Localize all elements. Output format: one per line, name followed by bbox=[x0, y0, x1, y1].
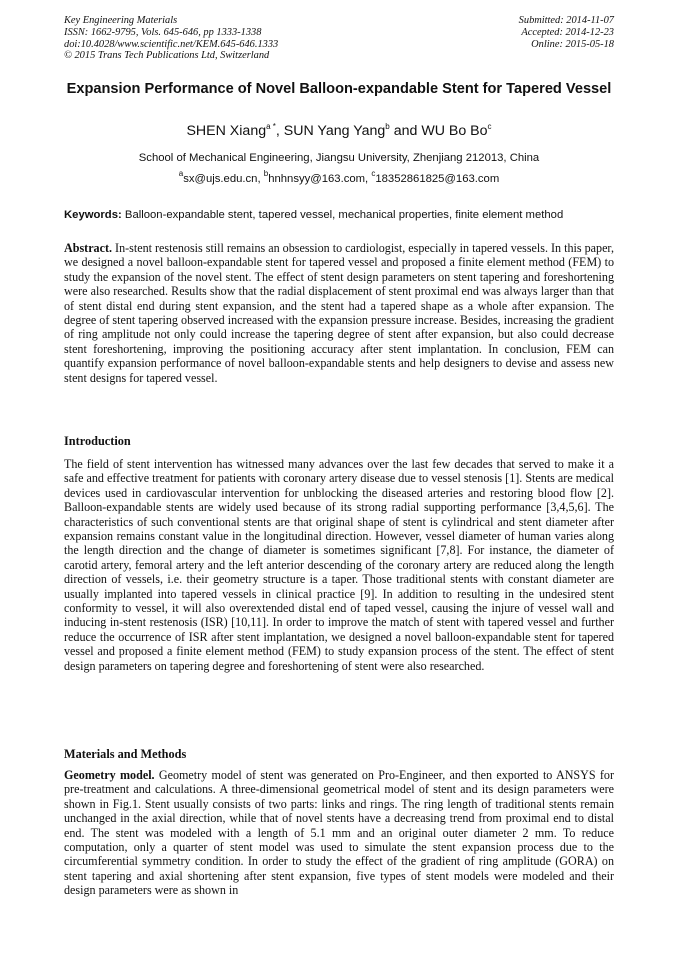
journal-doi: doi:10.4028/www.scientific.net/KEM.645-646.1333 bbox=[64, 38, 279, 50]
author-affiliation-mark: a * bbox=[266, 122, 276, 131]
author-affiliation-mark: c bbox=[487, 122, 492, 131]
journal-info bbox=[64, 15, 278, 62]
geometry-model-label: Geometry model. bbox=[64, 768, 155, 782]
abstract-text: In-stent restenosis still remains an obsession to cardiologist, especially in tapered vessels. In this paper, we designed a novel balloon-expandable stent for tapered vessel and proposed a finite element method (FEM) to study the expansion of the novel stent. The effect of stent design parameters on stent tapering and foreshortening were also researched. Results show that the radial displacement of stent proximal end was always larger than that of stent distal end during stent expansion, and the stent had a tapered shape as a whole after expansion. The degree of stent tapering observed increased with the expansion pressure increase. Besides, increasing the gradient of ring amplitude not only could increase the tapering degree of stent after expansion, but also could decrease stent foreshortening, improving the positioning accuracy after stent implantation. In conclusion, FEM can quantify expansion performance of novel balloon-expandable stents and help designers to devise and assess new stent designs for tapered vessel. bbox=[64, 241, 614, 385]
keywords-text: Balloon-expandable stent, tapered vessel, mechanical properties, finite element method bbox=[121, 209, 564, 221]
journal-issn: ISSN: 1662-9795, Vols. 645-646, pp 1333-1338 bbox=[64, 26, 262, 38]
abstract bbox=[64, 241, 614, 385]
author-emails bbox=[64, 169, 614, 186]
journal-copyright: © 2015 Trans Tech Publications Ltd, Switzerland bbox=[64, 50, 270, 62]
submitted-date: Submitted: 2014-11-07 bbox=[518, 15, 614, 26]
email: hnhnsyy@163.com, bbox=[268, 173, 372, 185]
section-heading-introduction: Introduction bbox=[64, 434, 131, 448]
section-heading-materials-methods: Materials and Methods bbox=[64, 747, 187, 761]
accepted-date: Accepted: 2014-12-23 bbox=[521, 26, 614, 38]
introduction-paragraph: The field of stent intervention has witnessed many advances over the last few decades that served to make it a safe and effective treatment for patients with coronary artery disease due to vessel stenosis [1]. Stents are medical devices used in cardiovascular intervention for unblocking the diseased arteries and restoring blood flow [2]. Balloon-expandable stents are widely used because of its strong radial supporting performance [3,4,5,6]. The characteristics of such conventional stents are that original shape of stent is cylindrical and stent diameter after expansion remains constant value in the longitudinal direction. However, vessel diameter of human varies along the length direction and the change of diameter is sometimes significant [7,8]. For instance, the diameter of carotid artery, femoral artery and the left anterior descending of the coronary artery are reduced along the length direction of vessels, i.e. their geometry structure is a taper. Those traditional stents with constant diameter are usually implanted into tapered vessels in clinical practice [9]. In addition to resulting in the undesired stent conformity to vessel, it will also overextended distal end of taped vessel, causing the injure of vessel wall and inducing in-stent restenosis (ISR) [10,11]. In order to improve the match of stent with tapered vessel and further reduce the occurrence of ISR after stent implantation, we designed a novel balloon-expandable stent for tapered vessel and proposed a finite element method (FEM) to study expansion process of the stent. The effect of stent design parameters on tapering degree and foreshortening of stent were also researched. bbox=[64, 457, 614, 673]
author-name: SUN Yang Yang bbox=[283, 123, 386, 139]
keywords-label: Keywords: bbox=[64, 209, 122, 221]
author-name: SHEN Xiang bbox=[186, 123, 267, 139]
email-mark: c bbox=[371, 169, 376, 178]
paper-title: Expansion Performance of Novel Balloon-expandable Stent for Tapered Vessel bbox=[66, 81, 612, 97]
email-mark: b bbox=[263, 169, 269, 178]
geometry-model-text: Geometry model of stent was generated on Pro-Engineer, and then exported to ANSYS for pre-treatment and calculations. A three-dimensional geometrical model of stent and its design parameters were shown in Fig.1. Stent usually consists of two parts: links and rings. The ring length of traditional stents remain unchanged in the axial direction, while that of novel stents have a decreasing trend from proximal end to distal end. The stent was modeled with a length of 5.1 mm and an original outer diameter 2 mm. To reduce computation, only a quarter of stent model was used to simulate the stent expansion process due to the circumferential symmetry condition. In order to study the effect of the gradient of ring amplitude (GORA) on stent tapering and axial shortening after stent expansion, five types of stent models were modeled and their design parameters were as shown in bbox=[64, 768, 615, 898]
email: sx@ujs.edu.cn, bbox=[183, 173, 264, 185]
journal-name: Key Engineering Materials bbox=[64, 15, 178, 26]
author-list bbox=[64, 122, 614, 140]
submission-dates bbox=[519, 15, 614, 50]
email: 18352861825@163.com bbox=[375, 173, 500, 185]
keywords bbox=[64, 208, 624, 222]
author-separator: and bbox=[389, 123, 422, 139]
author-affiliation-mark: b bbox=[385, 122, 390, 131]
geometry-model-paragraph bbox=[64, 768, 614, 898]
author-separator: , bbox=[275, 123, 284, 139]
affiliation: School of Mechanical Engineering, Jiangsu University, Zhenjiang 212013, China bbox=[138, 152, 540, 164]
author-name: WU Bo Bo bbox=[421, 123, 488, 139]
online-date: Online: 2015-05-18 bbox=[531, 38, 614, 50]
email-mark: a bbox=[178, 169, 184, 178]
abstract-label: Abstract. bbox=[64, 241, 113, 255]
